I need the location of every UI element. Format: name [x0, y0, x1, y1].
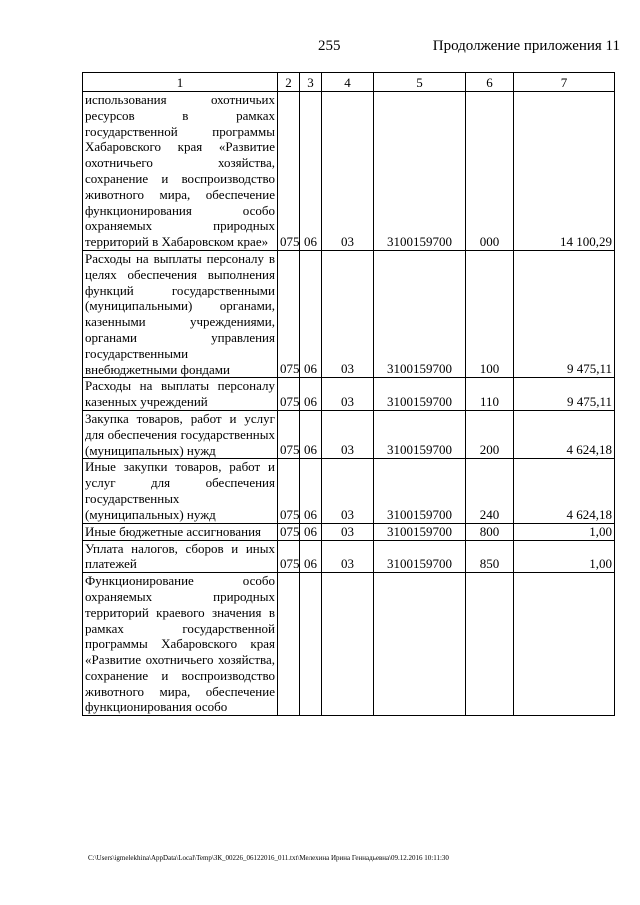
row-description: Расходы на выплаты персоналу казенных учреждений	[83, 378, 278, 411]
cell-col7: 1,00	[514, 523, 615, 540]
row-description: Закупка товаров, работ и услуг для обеспечения государственных (муниципальных) нужд	[83, 410, 278, 458]
table-row	[83, 92, 615, 251]
cell-col6: 850	[466, 540, 514, 573]
cell-col7: 4 624,18	[514, 410, 615, 458]
cell-col4: 03	[322, 540, 374, 573]
cell-col3: 06	[300, 459, 322, 523]
cell-col3	[300, 573, 322, 716]
column-header: 2	[278, 73, 300, 92]
cell-col2	[278, 573, 300, 716]
cell-col2: 075	[278, 540, 300, 573]
cell-col5: 3100159700	[374, 250, 466, 377]
cell-col6: 200	[466, 410, 514, 458]
cell-col6: 110	[466, 378, 514, 411]
cell-col7: 9 475,11	[514, 378, 615, 411]
table-row	[83, 573, 615, 716]
column-header: 5	[374, 73, 466, 92]
column-header: 4	[322, 73, 374, 92]
cell-col2: 075	[278, 523, 300, 540]
cell-col3: 06	[300, 378, 322, 411]
continuation-label: Продолжение приложения 11	[432, 38, 620, 54]
page-number: 255	[318, 38, 341, 54]
cell-col5: 3100159700	[374, 378, 466, 411]
cell-col4	[322, 573, 374, 716]
cell-col2: 075	[278, 92, 300, 251]
row-description: использования охотничьих ресурсов в рамках государственной программы Хабаровского края «Развитие охотничьего хозяйства, сохранение и воспроизводство животного мира, обеспечение функционирования особо охраняемых природных территорий в Хабаровском крае»	[83, 92, 278, 251]
budget-table	[82, 72, 615, 716]
cell-col2: 075	[278, 459, 300, 523]
cell-col7: 4 624,18	[514, 459, 615, 523]
cell-col7: 9 475,11	[514, 250, 615, 377]
cell-col4: 03	[322, 92, 374, 251]
column-header: 6	[466, 73, 514, 92]
cell-col4: 03	[322, 523, 374, 540]
cell-col5: 3100159700	[374, 459, 466, 523]
table-row	[83, 540, 615, 573]
table-row	[83, 459, 615, 523]
cell-col5: 3100159700	[374, 523, 466, 540]
cell-col5: 3100159700	[374, 92, 466, 251]
cell-col3: 06	[300, 523, 322, 540]
table-row	[83, 410, 615, 458]
row-description: Иные закупки товаров, работ и услуг для обеспечения государственных (муниципальных) нужд	[83, 459, 278, 523]
cell-col6: 240	[466, 459, 514, 523]
cell-col3: 06	[300, 92, 322, 251]
cell-col7: 14 100,29	[514, 92, 615, 251]
cell-col6: 800	[466, 523, 514, 540]
table-row	[83, 250, 615, 377]
row-description: Иные бюджетные ассигнования	[83, 523, 278, 540]
cell-col3: 06	[300, 410, 322, 458]
header-row	[83, 73, 615, 92]
cell-col4: 03	[322, 410, 374, 458]
column-header: 1	[83, 73, 278, 92]
footer-file-path: C:\Users\igmelekhina\AppData\Local\Temp\ЗК_00226_06122016_011.txt\Мелехина Ирина Геннадьевна\09.12.2016 10:11:30	[88, 854, 449, 862]
cell-col7: 1,00	[514, 540, 615, 573]
row-description: Уплата налогов, сборов и иных платежей	[83, 540, 278, 573]
cell-col4: 03	[322, 250, 374, 377]
cell-col2: 075	[278, 378, 300, 411]
cell-col5: 3100159700	[374, 410, 466, 458]
column-header: 7	[514, 73, 615, 92]
cell-col5: 3100159700	[374, 540, 466, 573]
row-description: Функционирование особо охраняемых природных территорий краевого значения в рамках государственной программы Хабаровского края «Развитие охотничьего хозяйства, сохранение и воспроизводство животного мира, обеспечение функционирования особо	[83, 573, 278, 716]
cell-col6: 100	[466, 250, 514, 377]
cell-col4: 03	[322, 459, 374, 523]
table-row	[83, 523, 615, 540]
cell-col7	[514, 573, 615, 716]
cell-col3: 06	[300, 250, 322, 377]
cell-col5	[374, 573, 466, 716]
cell-col2: 075	[278, 410, 300, 458]
cell-col6: 000	[466, 92, 514, 251]
cell-col6	[466, 573, 514, 716]
column-header: 3	[300, 73, 322, 92]
cell-col2: 075	[278, 250, 300, 377]
row-description: Расходы на выплаты персоналу в целях обеспечения выполнения функций государственными (муниципальными) органами, казенными учреждениями, органами управления государственными внебюджетными фондами	[83, 250, 278, 377]
cell-col4: 03	[322, 378, 374, 411]
table-row	[83, 378, 615, 411]
cell-col3: 06	[300, 540, 322, 573]
